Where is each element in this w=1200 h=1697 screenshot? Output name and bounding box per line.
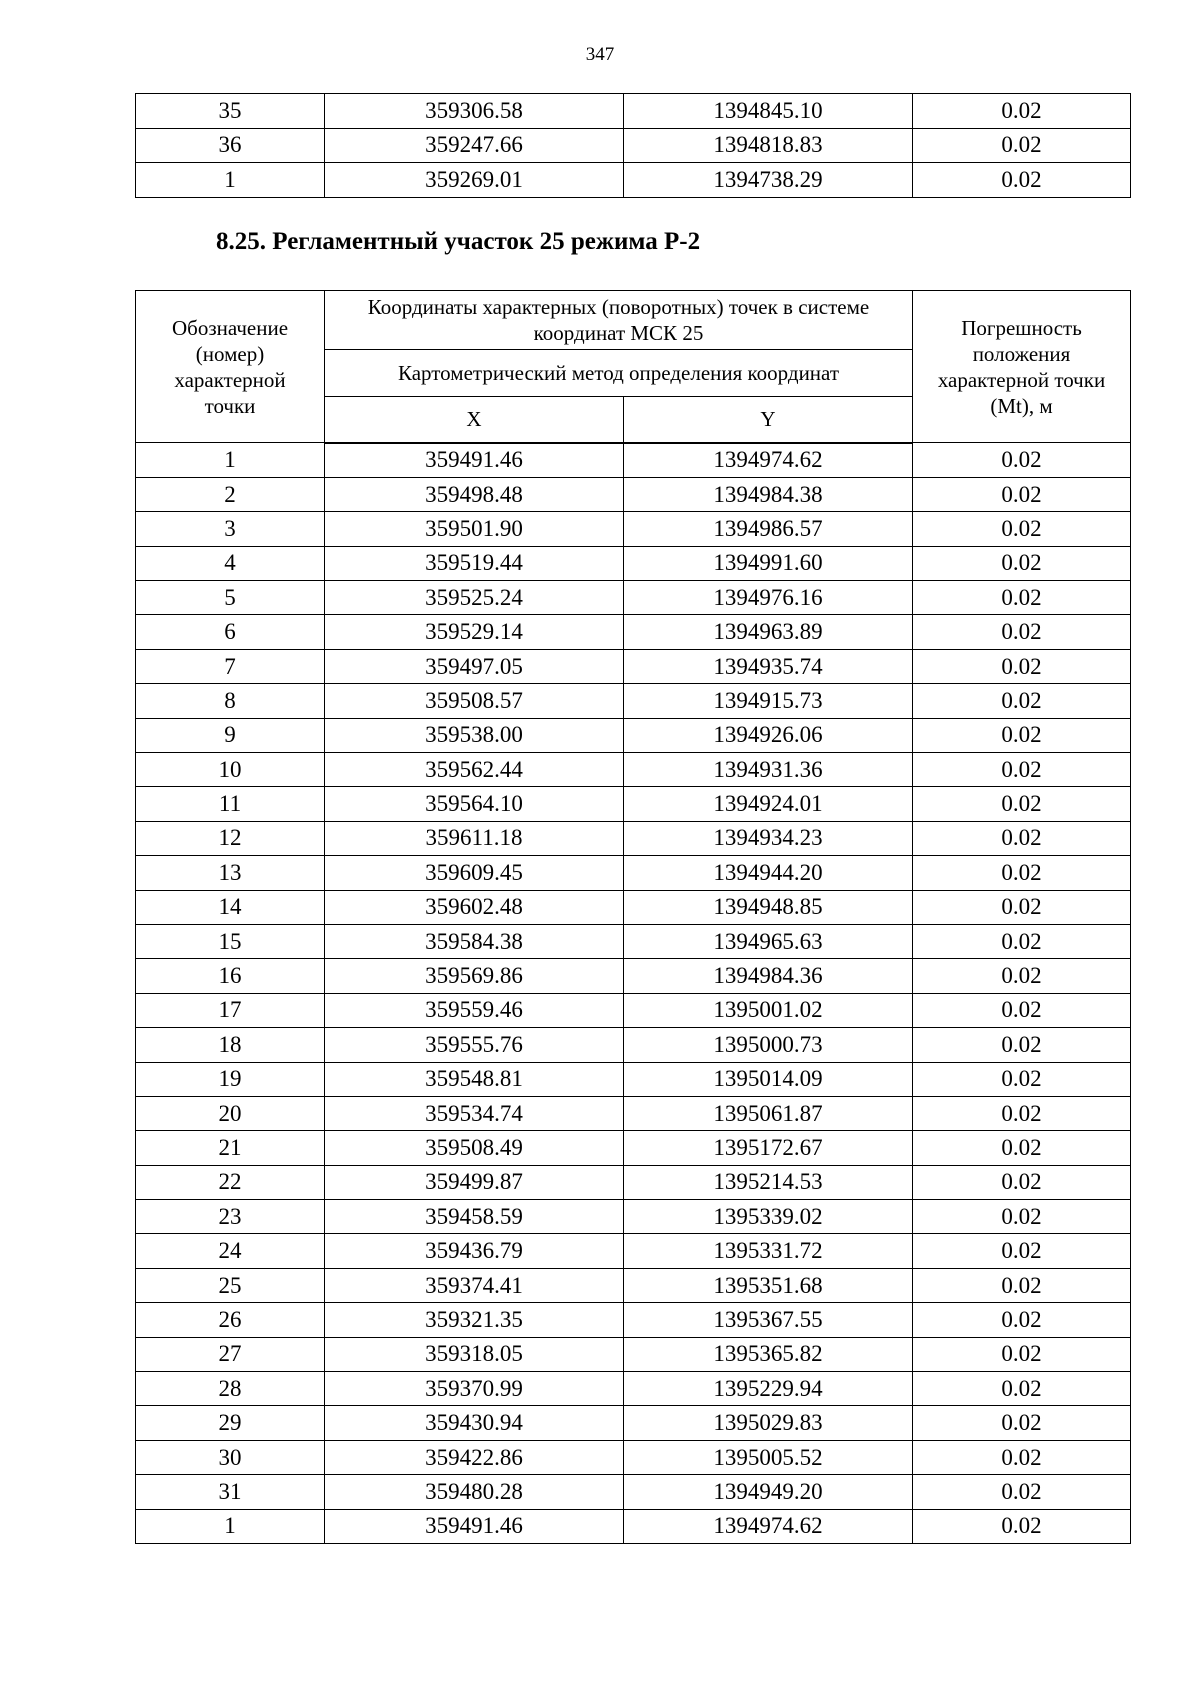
cell-x-coordinate: 359538.00 <box>325 718 624 752</box>
table-header <box>136 291 1131 443</box>
cell-y-coordinate: 1395331.72 <box>624 1234 913 1268</box>
cell-x-coordinate: 359269.01 <box>325 163 624 198</box>
cell-y-coordinate: 1394931.36 <box>624 753 913 787</box>
header-x: X <box>325 397 624 443</box>
table-row <box>136 649 1131 683</box>
cell-x-coordinate: 359525.24 <box>325 581 624 615</box>
cell-y-coordinate: 1394934.23 <box>624 821 913 855</box>
cell-y-coordinate: 1394818.83 <box>624 128 913 163</box>
cell-y-coordinate: 1394984.38 <box>624 477 913 511</box>
cell-y-coordinate: 1394965.63 <box>624 924 913 958</box>
table-row <box>136 753 1131 787</box>
cell-point-number: 19 <box>136 1062 325 1096</box>
cell-x-coordinate: 359508.49 <box>325 1131 624 1165</box>
cell-x-coordinate: 359602.48 <box>325 890 624 924</box>
cell-point-number: 16 <box>136 959 325 993</box>
cell-x-coordinate: 359584.38 <box>325 924 624 958</box>
cell-point-number: 2 <box>136 477 325 511</box>
cell-point-number: 20 <box>136 1096 325 1130</box>
cell-x-coordinate: 359321.35 <box>325 1303 624 1337</box>
table-row <box>136 443 1131 478</box>
cell-x-coordinate: 359247.66 <box>325 128 624 163</box>
cell-position-error: 0.02 <box>913 753 1131 787</box>
cell-y-coordinate: 1395029.83 <box>624 1406 913 1440</box>
table-row <box>136 959 1131 993</box>
table-row <box>136 1303 1131 1337</box>
cell-point-number: 26 <box>136 1303 325 1337</box>
cell-position-error: 0.02 <box>913 128 1131 163</box>
table-row <box>136 128 1131 163</box>
cell-y-coordinate: 1395001.02 <box>624 993 913 1027</box>
cell-x-coordinate: 359318.05 <box>325 1337 624 1371</box>
cell-y-coordinate: 1394845.10 <box>624 94 913 129</box>
cell-position-error: 0.02 <box>913 1303 1131 1337</box>
cell-x-coordinate: 359519.44 <box>325 546 624 580</box>
cell-y-coordinate: 1395061.87 <box>624 1096 913 1130</box>
cell-point-number: 3 <box>136 512 325 546</box>
cell-y-coordinate: 1394915.73 <box>624 684 913 718</box>
cell-x-coordinate: 359508.57 <box>325 684 624 718</box>
cell-x-coordinate: 359562.44 <box>325 753 624 787</box>
cell-position-error: 0.02 <box>913 649 1131 683</box>
cell-y-coordinate: 1394949.20 <box>624 1475 913 1509</box>
cell-position-error: 0.02 <box>913 512 1131 546</box>
table-row <box>136 890 1131 924</box>
cell-x-coordinate: 359564.10 <box>325 787 624 821</box>
table-row <box>136 1028 1131 1062</box>
cell-y-coordinate: 1395339.02 <box>624 1200 913 1234</box>
cell-y-coordinate: 1394944.20 <box>624 856 913 890</box>
table-row <box>136 1131 1131 1165</box>
cell-y-coordinate: 1394984.36 <box>624 959 913 993</box>
cell-y-coordinate: 1395365.82 <box>624 1337 913 1371</box>
cell-position-error: 0.02 <box>913 959 1131 993</box>
cell-position-error: 0.02 <box>913 1165 1131 1199</box>
cell-y-coordinate: 1395351.68 <box>624 1268 913 1302</box>
cell-y-coordinate: 1394738.29 <box>624 163 913 198</box>
cell-position-error: 0.02 <box>913 477 1131 511</box>
coordinates-table <box>135 290 1131 1544</box>
cell-position-error: 0.02 <box>913 890 1131 924</box>
cell-x-coordinate: 359548.81 <box>325 1062 624 1096</box>
table-row <box>136 718 1131 752</box>
cell-y-coordinate: 1394991.60 <box>624 546 913 580</box>
cell-point-number: 22 <box>136 1165 325 1199</box>
cell-y-coordinate: 1395172.67 <box>624 1131 913 1165</box>
table-row <box>136 1096 1131 1130</box>
cell-position-error: 0.02 <box>913 581 1131 615</box>
cell-point-number: 1 <box>136 1509 325 1543</box>
cell-position-error: 0.02 <box>913 1337 1131 1371</box>
table-row <box>136 821 1131 855</box>
table-row <box>136 1372 1131 1406</box>
cell-x-coordinate: 359458.59 <box>325 1200 624 1234</box>
cell-y-coordinate: 1394963.89 <box>624 615 913 649</box>
cell-point-number: 10 <box>136 753 325 787</box>
cell-x-coordinate: 359374.41 <box>325 1268 624 1302</box>
cell-x-coordinate: 359498.48 <box>325 477 624 511</box>
cell-position-error: 0.02 <box>913 163 1131 198</box>
table-row <box>136 1475 1131 1509</box>
cell-position-error: 0.02 <box>913 1475 1131 1509</box>
cell-position-error: 0.02 <box>913 787 1131 821</box>
cell-point-number: 15 <box>136 924 325 958</box>
header-point-designation: Обозначение (номер) характерной точки <box>136 291 325 443</box>
cell-x-coordinate: 359436.79 <box>325 1234 624 1268</box>
header-position-error: Погрешность положения характерной точки (Mt), м <box>913 291 1131 443</box>
cell-point-number: 29 <box>136 1406 325 1440</box>
cell-y-coordinate: 1395367.55 <box>624 1303 913 1337</box>
cell-point-number: 8 <box>136 684 325 718</box>
table-row <box>136 924 1131 958</box>
cell-y-coordinate: 1394924.01 <box>624 787 913 821</box>
cell-y-coordinate: 1395229.94 <box>624 1372 913 1406</box>
cell-x-coordinate: 359499.87 <box>325 1165 624 1199</box>
cell-point-number: 28 <box>136 1372 325 1406</box>
cell-x-coordinate: 359569.86 <box>325 959 624 993</box>
cell-x-coordinate: 359497.05 <box>325 649 624 683</box>
cell-position-error: 0.02 <box>913 1372 1131 1406</box>
table-row <box>136 1165 1131 1199</box>
cell-x-coordinate: 359491.46 <box>325 1509 624 1543</box>
continued-coordinates-table <box>135 93 1131 198</box>
header-coordinates-group: Координаты характерных (поворотных) точек в системе координат МСК 25 <box>325 291 913 350</box>
cell-x-coordinate: 359529.14 <box>325 615 624 649</box>
cell-position-error: 0.02 <box>913 1406 1131 1440</box>
cell-x-coordinate: 359370.99 <box>325 1372 624 1406</box>
table-row <box>136 581 1131 615</box>
cell-point-number: 9 <box>136 718 325 752</box>
cell-x-coordinate: 359501.90 <box>325 512 624 546</box>
cell-position-error: 0.02 <box>913 821 1131 855</box>
cell-x-coordinate: 359609.45 <box>325 856 624 890</box>
cell-y-coordinate: 1395214.53 <box>624 1165 913 1199</box>
table-row <box>136 512 1131 546</box>
cell-point-number: 1 <box>136 443 325 478</box>
cell-position-error: 0.02 <box>913 1131 1131 1165</box>
cell-position-error: 0.02 <box>913 856 1131 890</box>
cell-position-error: 0.02 <box>913 718 1131 752</box>
cell-y-coordinate: 1395000.73 <box>624 1028 913 1062</box>
cell-point-number: 21 <box>136 1131 325 1165</box>
cell-y-coordinate: 1394976.16 <box>624 581 913 615</box>
table-row <box>136 1062 1131 1096</box>
cell-point-number: 35 <box>136 94 325 129</box>
table-row <box>136 94 1131 129</box>
table-row <box>136 787 1131 821</box>
table-body <box>136 443 1131 1544</box>
continued-table-body <box>136 94 1131 198</box>
table-row <box>136 856 1131 890</box>
cell-x-coordinate: 359534.74 <box>325 1096 624 1130</box>
section-heading: 8.25. Регламентный участок 25 режима Р-2 <box>216 228 701 255</box>
table-row <box>136 1268 1131 1302</box>
table-row <box>136 477 1131 511</box>
cell-point-number: 18 <box>136 1028 325 1062</box>
table-row <box>136 546 1131 580</box>
cell-position-error: 0.02 <box>913 615 1131 649</box>
cell-point-number: 11 <box>136 787 325 821</box>
cell-position-error: 0.02 <box>913 993 1131 1027</box>
cell-point-number: 17 <box>136 993 325 1027</box>
cell-point-number: 1 <box>136 163 325 198</box>
cell-position-error: 0.02 <box>913 1509 1131 1543</box>
cell-point-number: 6 <box>136 615 325 649</box>
cell-x-coordinate: 359611.18 <box>325 821 624 855</box>
cell-y-coordinate: 1395005.52 <box>624 1440 913 1474</box>
cell-x-coordinate: 359430.94 <box>325 1406 624 1440</box>
cell-point-number: 27 <box>136 1337 325 1371</box>
cell-x-coordinate: 359559.46 <box>325 993 624 1027</box>
cell-position-error: 0.02 <box>913 1096 1131 1130</box>
cell-position-error: 0.02 <box>913 546 1131 580</box>
cell-position-error: 0.02 <box>913 924 1131 958</box>
cell-point-number: 24 <box>136 1234 325 1268</box>
table-row <box>136 1509 1131 1543</box>
cell-position-error: 0.02 <box>913 1028 1131 1062</box>
cell-y-coordinate: 1394974.62 <box>624 443 913 478</box>
cell-y-coordinate: 1394935.74 <box>624 649 913 683</box>
cell-position-error: 0.02 <box>913 443 1131 478</box>
table-row <box>136 1337 1131 1371</box>
cell-y-coordinate: 1394948.85 <box>624 890 913 924</box>
table-row <box>136 1440 1131 1474</box>
table-row <box>136 163 1131 198</box>
table-row <box>136 684 1131 718</box>
table-row <box>136 1234 1131 1268</box>
cell-point-number: 5 <box>136 581 325 615</box>
cell-x-coordinate: 359555.76 <box>325 1028 624 1062</box>
cell-point-number: 23 <box>136 1200 325 1234</box>
cell-x-coordinate: 359491.46 <box>325 443 624 478</box>
page-number: 347 <box>585 44 615 65</box>
cell-x-coordinate: 359306.58 <box>325 94 624 129</box>
cell-point-number: 30 <box>136 1440 325 1474</box>
table-row <box>136 1406 1131 1440</box>
cell-position-error: 0.02 <box>913 1234 1131 1268</box>
cell-point-number: 12 <box>136 821 325 855</box>
cell-point-number: 31 <box>136 1475 325 1509</box>
cell-position-error: 0.02 <box>913 1268 1131 1302</box>
cell-position-error: 0.02 <box>913 1440 1131 1474</box>
cell-point-number: 36 <box>136 128 325 163</box>
table-row <box>136 1200 1131 1234</box>
cell-x-coordinate: 359480.28 <box>325 1475 624 1509</box>
cell-point-number: 7 <box>136 649 325 683</box>
cell-position-error: 0.02 <box>913 684 1131 718</box>
cell-x-coordinate: 359422.86 <box>325 1440 624 1474</box>
cell-point-number: 25 <box>136 1268 325 1302</box>
cell-position-error: 0.02 <box>913 94 1131 129</box>
table-row <box>136 615 1131 649</box>
cell-point-number: 13 <box>136 856 325 890</box>
cell-point-number: 4 <box>136 546 325 580</box>
cell-y-coordinate: 1394974.62 <box>624 1509 913 1543</box>
table-row <box>136 993 1131 1027</box>
cell-y-coordinate: 1395014.09 <box>624 1062 913 1096</box>
cell-point-number: 14 <box>136 890 325 924</box>
cell-y-coordinate: 1394926.06 <box>624 718 913 752</box>
cell-position-error: 0.02 <box>913 1062 1131 1096</box>
header-y: Y <box>624 397 913 443</box>
cell-y-coordinate: 1394986.57 <box>624 512 913 546</box>
header-method: Картометрический метод определения координат <box>325 350 913 397</box>
cell-position-error: 0.02 <box>913 1200 1131 1234</box>
